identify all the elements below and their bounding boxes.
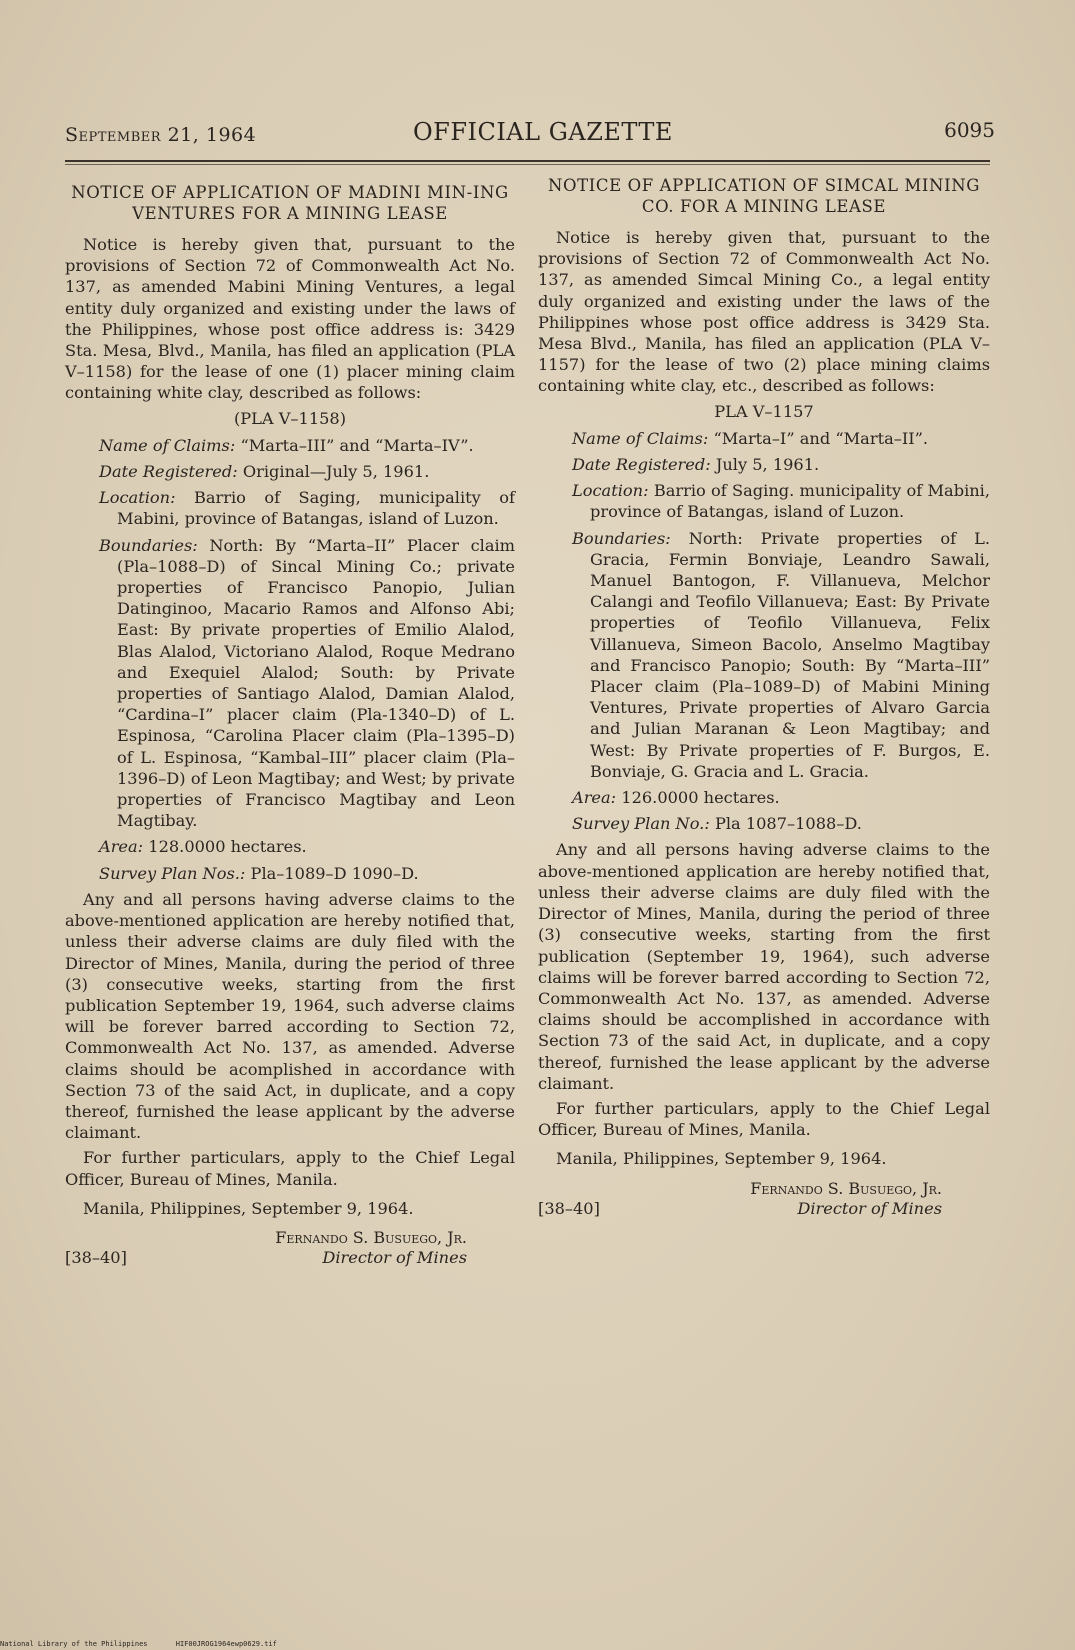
right-signatory: Fernando S. Busuego, Jr. [750,1178,942,1198]
right-area [572,787,990,808]
right-location-value: Barrio of Saging. municipality of Mabini, province of Batangas, island of Luzon. [590,481,990,522]
header-title: OFFICIAL GAZETTE [413,118,673,146]
header-rule-secondary [65,164,990,165]
right-claim-names-value: “Marta–I” and “Marta–II”. [713,428,929,448]
left-further-particulars: For further particulars, apply to the Chief Legal Officer, Bureau of Mines, Manila. [65,1148,515,1189]
left-adverse-claims: Any and all persons having adverse claims to the above-mentioned application are hereby notified that, unless their adverse claims are duly filed with the Director of Mines, Manila, during the period of three (3) consecutive weeks, starting from the first publication September 19, 1964, such adverse claims will be forever barred according to Section 72, Commonwealth Act No. 137, as amended. Adverse claims should be acomplished in accordance with Section 73 of the said Act, in duplicate, and a copy thereof, furnished the lease applicant by the adverse claimant. [65,889,515,1143]
footer-library: National Library of the Philippines [0,1640,148,1648]
right-adverse-claims: Any and all persons having adverse claims to the above-mentioned application are hereby notified that, unless their adverse claims are duly filed with the Director of Mines, Manila, during the period of three (3) consecutive weeks, starting from the first publication (September 19, 1964), such adverse claims will be forever barred according to Section 72, Commonwealth Act No. 137, as amended. Adverse claims should be accomplished in accordance with Section 73 of the said Act, in duplicate, and a copy thereof, furnished the lease applicant by the adverse claimant. [538,840,990,1093]
right-notice-pla: PLA V–1157 [714,401,814,421]
right-boundaries [572,528,990,782]
left-claim-names-label: Name of Claims: [99,435,236,455]
right-survey-value: Pla 1087–1088–D. [714,814,862,834]
right-date-registered [572,454,990,475]
right-area-value: 126.0000 hectares. [621,788,780,808]
left-location-label: Location: [99,488,176,508]
left-area-value: 128.0000 hectares. [148,837,307,857]
left-boundaries-label: Boundaries: [99,535,198,555]
right-notice-title: NOTICE OF APPLICATION OF SIMCAL MINING CO. FOR A MINING LEASE [547,176,981,216]
right-issue-code: [38–40] [538,1198,600,1218]
left-date-value: Original—July 5, 1961. [242,462,430,482]
left-notice-intro: Notice is hereby given that, pursuant to the provisions of Section 72 of Commonwealth Act No. 137, as amended Mabini Mining Ventures, a legal entity duly organized and existing under the laws of the Philippines, whose post office address is: 3429 Sta. Mesa, Blvd., Manila, has filed an application (PLA V–1158) for the lease of one (1) placer mining claim containing white clay, described as follows: [65,235,515,403]
left-area [99,836,515,857]
left-survey-value: Pla–1089–D 1090–D. [250,863,419,883]
left-boundaries-value: North: By “Marta–II” Placer claim (Pla–1088–D) of Sincal Mining Co.; private properties of Francisco Panopio, Julian Datinginoo, Macario Ramos and Alfonso Abi; East: By private properties of Emilio Alalod, Blas Alalod, Victoriano Alalod, Roque Medrano and Exequiel Alalod; South: by Private properties of Santiago Alalod, Damian Alalod, “Cardina–I” placer claim (Pla-1340–D) of L. Espinosa, “Carolina Placer claim (Pla–1395–D) of L. Espinosa, “Kambal–III” placer claim (Pla–1396–D) of Leon Magtibay; and West; by private properties of Francisco Magtibay and Leon Magtibay. [117,535,515,831]
footer-file: HIF00JROG1964ewp0629.tif [175,1640,277,1648]
left-date-registered [99,461,515,482]
left-dateline: Manila, Philippines, September 9, 1964. [83,1198,414,1218]
right-further-particulars: For further particulars, apply to the Chief Legal Officer, Bureau of Mines, Manila. [538,1098,990,1140]
left-issue-code: [38–40] [65,1247,127,1267]
left-location-value: Barrio of Saging, municipality of Mabini, province of Batangas, island of Luzon. [117,488,515,529]
left-area-label: Area: [99,837,144,857]
header-rule [65,160,990,162]
page-header [65,118,995,152]
right-boundaries-label: Boundaries: [572,528,671,548]
right-date-value: July 5, 1961. [715,455,820,475]
right-signature-block [538,1178,990,1218]
right-notice-intro: Notice is hereby given that, pursuant to the provisions of Section 72 of Commonwealth Act No. 137, as amended Simcal Mining Co., a legal entity duly organized and existing under the laws of the Philippines whose post office address is 3429 Sta. Mesa Blvd., Manila, has filed an application (PLA V–1157) for the lease of two (2) place mining claims containing white clay, etc., described as follows: [538,228,990,396]
left-date-label: Date Registered: [99,462,238,482]
right-signatory-title: Director of Mines [797,1198,942,1218]
right-location [572,480,990,522]
left-signature-block [65,1227,515,1267]
right-claim-names-label: Name of Claims: [572,428,709,448]
header-page-number: 6095 [944,118,995,142]
right-survey-plan [572,813,990,834]
left-signatory-title: Director of Mines [322,1247,467,1267]
right-location-label: Location: [572,481,649,501]
right-dateline: Manila, Philippines, September 9, 1964. [556,1149,887,1169]
left-notice [65,182,515,1267]
right-date-label: Date Registered: [572,455,711,475]
left-claim-names [99,435,515,456]
right-boundaries-value: North: Private properties of L. Gracia, Fermin Bonviaje, Leandro Sawali, Manuel Bantogon, F. Villanueva, Melchor Calangi and Teofilo Villanueva; East: By Private properties of Teofilo Villanueva, Felix Villanueva, Simeon Bacolo, Anselmo Magtibay and Francisco Panopio; South: By “Marta–III” Placer claim (Pla–1089–D) of Mabini Mining Ventures, Private properties of Alvaro Garcia and Julian Maranan & Leon Magtibay; and West: By Private properties of F. Burgos, E. Bonviaje, G. Gracia and L. Gracia. [590,528,991,781]
header-date: September 21, 1964 [65,124,257,146]
scan-footer [0,1640,301,1648]
left-survey-label: Survey Plan Nos.: [99,863,246,883]
right-notice [538,175,990,1218]
right-claim-names [572,428,990,449]
right-survey-label: Survey Plan No.: [572,814,710,834]
left-notice-title: NOTICE OF APPLICATION OF MADINI MIN-ING VENTURES FOR A MINING LEASE [71,183,509,223]
left-signatory: Fernando S. Busuego, Jr. [275,1227,467,1247]
left-claim-names-value: “Marta–III” and “Marta–IV”. [240,435,474,455]
left-boundaries [99,535,515,832]
left-survey-plan [99,863,515,884]
left-location [99,487,515,529]
left-notice-pla: (PLA V–1158) [233,408,347,428]
right-area-label: Area: [572,788,617,808]
